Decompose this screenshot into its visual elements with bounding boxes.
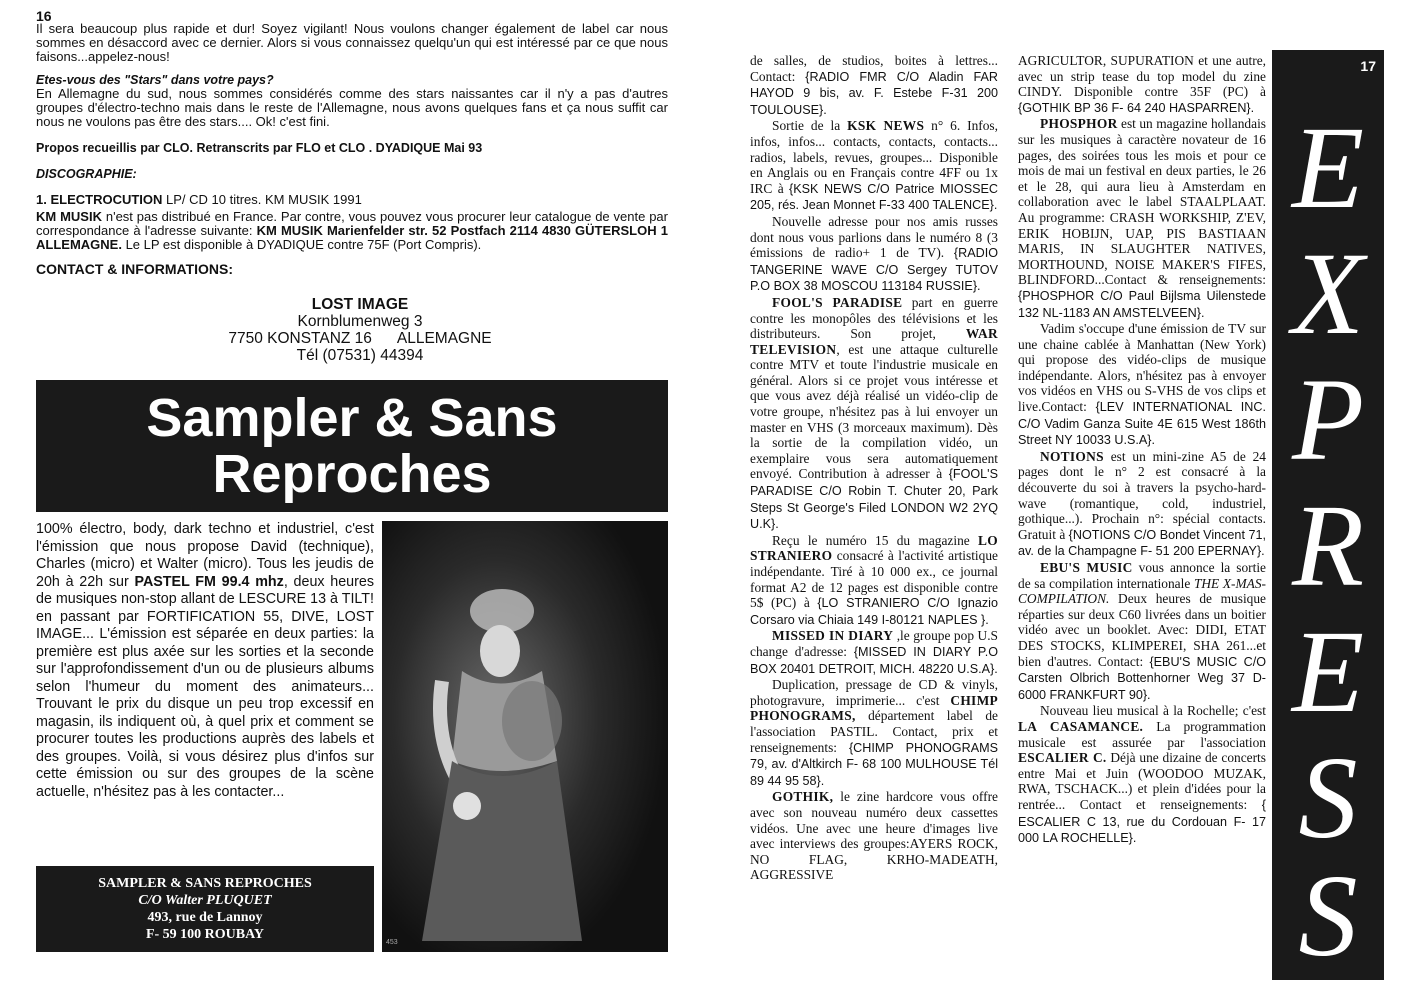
news-phosphor (1018, 116, 1266, 321)
km-musik-lead: KM MUSIK (36, 209, 102, 224)
news-ksk-intro: Sortie de la (772, 118, 848, 134)
news-vadim-address: {LEV INTERNATIONAL INC. C/O Vadim Ganza Suite 4E 615 West 186th Street NY 10033 U.S.A}. (1018, 400, 1266, 448)
km-musik-paragraph (36, 210, 668, 252)
news-chimp-title: CHIMP PHONOGRAMS, (750, 692, 998, 724)
sampler-address-line4: F- 59 100 ROUBAY (145, 927, 265, 942)
interview-block (36, 22, 668, 276)
news-ebus-address: {EBU'S MUSIC C/O Carsten Olbrich Bottenhorner Weg 37 D- 6000 FRANKFURT 90}. (1018, 654, 1266, 702)
express-banner (1272, 50, 1384, 980)
sampler-banner (36, 380, 668, 512)
contact-city: 7750 KONSTANZ 16 ALLEMAGNE (228, 330, 492, 347)
news-ebus-title: EBU'S MUSIC (1040, 560, 1133, 575)
news-missed-address: {MISSED IN DIARY P.O BOX 20401 DETROIT, MICH. 48220 U.S.A}. (750, 644, 998, 676)
interview-answer: En Allemagne du sud, nous sommes considérés comme des stars naissantes car il n'y a pas d'autres groupes d'électro-techno mais dans le reste de l'Allemagne, nous avons quelques fans et ça nous suffit car nous ne voulons pas être des stars.... Ok! c'est fini. (36, 86, 668, 129)
dancer-photo-image (382, 521, 668, 952)
contact-street: Kornblumenweg 3 (297, 313, 423, 330)
sampler-text-part2: , deux heures de musiques non-stop allant de LESCURE 13 à TILT! en passant par FORTIFICATION 55, DIVE, LOST IMAGE... L'émission est séparée en deux parties: la première est plus axée sur les sorties et la seconde sur l'approfondissement d'un ou de plusieurs albums selon l'humeur du moment des animateurs... Trouvant le prix du disque un peu trop excessif en magasin, ils indiquent où, à quel prix et comment se procurer toutes les productions auprès des labels et des groupes. Voilà, si vous désirez plus d'infos sur cette émission ou sur des groupes de la scène actuelle, n'hésitez pas à les contacter... (36, 573, 375, 800)
news-ksk-title: KSK NEWS (847, 118, 925, 134)
page-number-left: 16 (36, 8, 52, 24)
sampler-address-line3: 493, rue de Lannoy (147, 910, 263, 925)
news-chimp-address: {CHIMP PHONOGRAMS 79, av. d'Altkirch F- 68 100 MULHOUSE Tél 89 44 95 58}. (750, 740, 998, 788)
news-missed-title: MISSED IN DIARY (772, 628, 894, 644)
sampler-article (36, 521, 374, 801)
sampler-text-part1: 100% électro, body, dark techno et industriel, c'est l'émission que nous propose David (technique), Charles (micro) et Walter (micro). Tous les jeudis de 20h à 22h sur (36, 521, 374, 590)
news-vadim-text: Vadim s'occupe d'une émission de TV sur une chaine cablée à Manhattan (New York) qui propose des vidéo-clips de musique indépendante. Alors, n'hésitez pas à envoyer vos vidéos en VHS ou S-VHS de vos clips et live.Contact: (1018, 321, 1266, 415)
news-ebus-text2: Deux heures de musique réparties sur deux C60 livrées dans un boitier vidéo avec un booklet. Avec: DIDI, ETAT DES STOCKS, KLIMPEREI, SHA 261...et bien d'autres. Contact: (1018, 591, 1266, 669)
news-casamance-text1: La programmation musicale est assurée par l'association (1018, 718, 1267, 750)
news-notions-address: {NOTIONS C/O Bondet Vincent 71, av. de la Champagne F- 51 200 EPERNAY}. (1018, 527, 1266, 559)
news-fools-title: FOOL'S PARADISE (772, 294, 903, 310)
express-letter-7: S (1298, 850, 1358, 981)
news-escalier-address: { ESCALIER C 13, rue du Cordouan F- 17 000 LA ROCHELLE}. (1018, 797, 1266, 846)
contact-heading: CONTACT & INFORMATIONS: (36, 261, 234, 277)
news-tangerine-address: {RADIO TANGERINE WAVE C/O Sergey TUTOV P.O BOX 38 MOSCOU 113184 RUSSIE}. (750, 246, 998, 294)
discography-heading: DISCOGRAPHIE: (36, 167, 137, 181)
news-ksk (750, 118, 998, 214)
news-ebus-music (1018, 560, 1266, 703)
sampler-station: PASTEL FM 99.4 mhz (134, 573, 284, 590)
sampler-address-line1: SAMPLER & SANS REPROCHES (98, 876, 312, 891)
news-vadim (1018, 321, 1266, 449)
news-column-1 (750, 53, 998, 883)
news-fools-text2: , est une attaque culturelle contre MTV et toute l'industrie musicale en général. Alors si ce projet vous intéresse et que vous avez déjà réalisé un vidéo-clip de votre groupe, n'hésitez pas à lui envoyer un master en VHS (3 morceaux maximum). Dès la sortie de la compilation vidéo, un exemplaire vous sera automatiquement envoyé. Contribution à adresser à (750, 341, 998, 482)
news-phosphor-title: PHOSPHOR (1040, 116, 1118, 132)
express-letter-5: E (1291, 606, 1365, 737)
news-fools-address: {FOOL'S PARADISE C/O Robin T. Chuter 20, Park Steps St George's Filed LONDON W2 2YQ U.K}. (750, 467, 998, 532)
contact-phone: Tél (07531) 44394 (296, 347, 424, 364)
news-straniero-intro: Reçu le numéro 15 du magazine (772, 532, 979, 548)
news-tangerine (750, 214, 998, 295)
news-casamance-intro: Nouveau lieu musical à la Rochelle; c'est (1040, 703, 1266, 719)
discography-details: LP/ CD 10 titres. KM MUSIK 1991 (166, 192, 362, 207)
news-radio-fmr (750, 53, 998, 118)
sampler-address-box (36, 866, 374, 952)
interview-question: Etes-vous des "Stars" dans votre pays? (36, 73, 274, 87)
news-ksk-address: {KSK NEWS C/O Patrice MIOSSEC 205, rés. Jean Monnet F-33 400 TALENCE}. (750, 181, 998, 213)
news-gothik (750, 789, 998, 883)
news-fools-text1: part en guerre contre les monopôles des télévisions et les distributeurs. Son projet, (750, 294, 998, 342)
news-tangerine-text: Nouvelle adresse pour nos amis russes dont nous vous parlions dans le numéro 8 (3 émissions de radio+ 1 de TV). (750, 213, 998, 261)
news-gothik-cont (1018, 53, 1266, 116)
news-casamance (1018, 703, 1266, 846)
news-notions (1018, 449, 1266, 560)
news-war-television: WAR TELEVISION (750, 326, 998, 357)
km-musik-availability: Le LP est disponible à DYADIQUE contre 75F (Port Compris). (121, 237, 482, 252)
news-ksk-text: n° 6. Infos, infos, infos... contacts, contacts, contacts... radios, labels, revues, groupes... Disponible en Anglais ou en Français contre 4FF ou 1x IRC à (750, 118, 998, 196)
news-chimp (750, 677, 998, 789)
news-notions-title: NOTIONS (1040, 448, 1104, 464)
intro-paragraph: Il sera beaucoup plus rapide et dur! Soyez vigilant! Nous voulons changer également de label car nous sommes en désaccord avec ce dernier. Alors si vous connaissez quelqu'un qui est intéressé par ce que nous faisons...appelez-nous! (36, 21, 668, 64)
news-escalier-title: ESCALIER C. (1018, 750, 1107, 766)
news-gothik-cont-text: AGRICULTOR, SUPURATION et une autre, avec un strip tease du top model du zine CINDY. Disponible contre 35F (PC) à (1018, 53, 1266, 100)
dancer-photo (382, 521, 668, 952)
news-radio-fmr-address: {RADIO FMR C/O Aladin FAR HAYOD 9 bis, av. F. Estebe F-31 200 TOULOUSE}. (750, 69, 998, 117)
discography-title: 1. ELECTROCUTION (36, 192, 163, 207)
sampler-banner-line2: Reproches (212, 444, 492, 504)
news-phosphor-text: est un magazine hollandais sur les musiques à caractère novateur de 16 pages, des soirées tous les mois et pour ce mois de mai un festival en deux parties, le 26 et le 28, qui aura lieu à Amsterdam en collaboration avec le label STAALPLAAT. Au programme: CRASH WORKSHIP, Z'EV, ERIK HOBIJN, UAP, PIS BASTIAAN MARIS, IN SLAUGHTER NATIVES, MORTHOUND, NOISE MAKER'S FIFES, BLINDFORD...Contact & renseignements: (1018, 116, 1266, 288)
express-letter-2: X (1291, 228, 1365, 359)
news-missed-in-diary (750, 628, 998, 677)
interview-credits: Propos recueillis par CLO. Retranscrits par FLO et CLO . DYADIQUE Mai 93 (36, 141, 483, 155)
news-straniero-address: {LO STRANIERO C/O Ignazio Corsaro via Chiaia 149 I-80121 NAPLES }. (750, 596, 998, 627)
photo-caption: 453 (386, 939, 398, 946)
news-column-2 (1018, 53, 1266, 847)
news-casamance-title: LA CASAMANCE. (1018, 718, 1144, 734)
sampler-article-text (36, 521, 374, 801)
news-ebus-text1: vous annonce la sortie de sa compilation internationale (1018, 560, 1266, 591)
news-straniero-text: consacré à l'activité artistique indépendante. Tiré à 10 000 ex., ce journal format A2 de 12 pages est disponible contre 5$ (PC) à (750, 548, 998, 611)
news-phosphor-address: {PHOSPHOR C/O Paul Bijlsma Uilenstede 132 NL-1183 AN AMSTELVEEN}. (1018, 288, 1266, 320)
km-musik-address: KM MUSIK Marienfelder str. 52 Postfach 2114 4830 GÜTERSLOH 1 ALLEMAGNE. (36, 223, 668, 252)
sampler-address-line2: C/O Walter PLUQUET (138, 893, 272, 908)
news-gothik-address: {GOTHIK BP 36 F- 64 240 HASPARREN}. (1018, 100, 1255, 115)
news-gothik-text: le zine hardcore vous offre avec son nouveau numéro deux cassettes vidéos. Une avec une heure d'images live avec interviews des groupes:AYERS ROCK, NO FLAG, KRHO-MADEATH, AGGRESSIVE (750, 789, 998, 883)
news-ebus-compilation: THE X-MAS-COMPILATION. (1018, 575, 1267, 607)
news-chimp-intro: Duplication, pressage de CD & vinyls, photogravure, imprimerie... c'est (750, 677, 998, 708)
news-radio-fmr-text: de salles, de studios, boites à lettres... Contact: (750, 53, 998, 84)
news-casamance-text2: Déjà une dizaine de concerts entre Mai et Juin (WOODOO MUZAK, RWA, TSCHACK...) et plein d'idées pour la rentrée... Contact et renseignements: (1018, 750, 1266, 812)
page-number-right: 17 (1360, 58, 1376, 74)
express-letter-4: R (1291, 480, 1365, 611)
news-missed-text: ,le groupe pop U.S change d'adresse: (750, 628, 999, 659)
km-musik-text: n'est pas distribué en France. Par contre, vous pouvez vous procurer leur catalogue de vente par correspondance à l'adresse suivante: (36, 209, 668, 238)
news-notions-text: est un mini-zine A5 de 24 pages dont le n° 2 est consacré à la découverte du soi à travers la psycho-hard-wave (romantique, cold, industriel, gothique...). Prochain n°: spécial contacts. Gratuit à (1018, 448, 1266, 542)
express-letter-3: P (1291, 354, 1365, 485)
express-letter-6: S (1298, 732, 1358, 863)
contact-name: LOST IMAGE (311, 296, 409, 313)
news-lo-straniero (750, 533, 998, 629)
news-gothik-title: GOTHIK, (772, 789, 834, 805)
express-letter-1: E (1291, 102, 1365, 233)
discography-item (36, 193, 668, 207)
news-fools-paradise (750, 295, 998, 533)
news-straniero-title: LO STRANIERO (750, 532, 998, 564)
news-chimp-text: département label de l'association PASTIL. Contact, prix et renseignements: (750, 708, 998, 755)
sampler-banner-line1: Sampler & Sans (146, 388, 558, 448)
contact-address (150, 296, 570, 364)
